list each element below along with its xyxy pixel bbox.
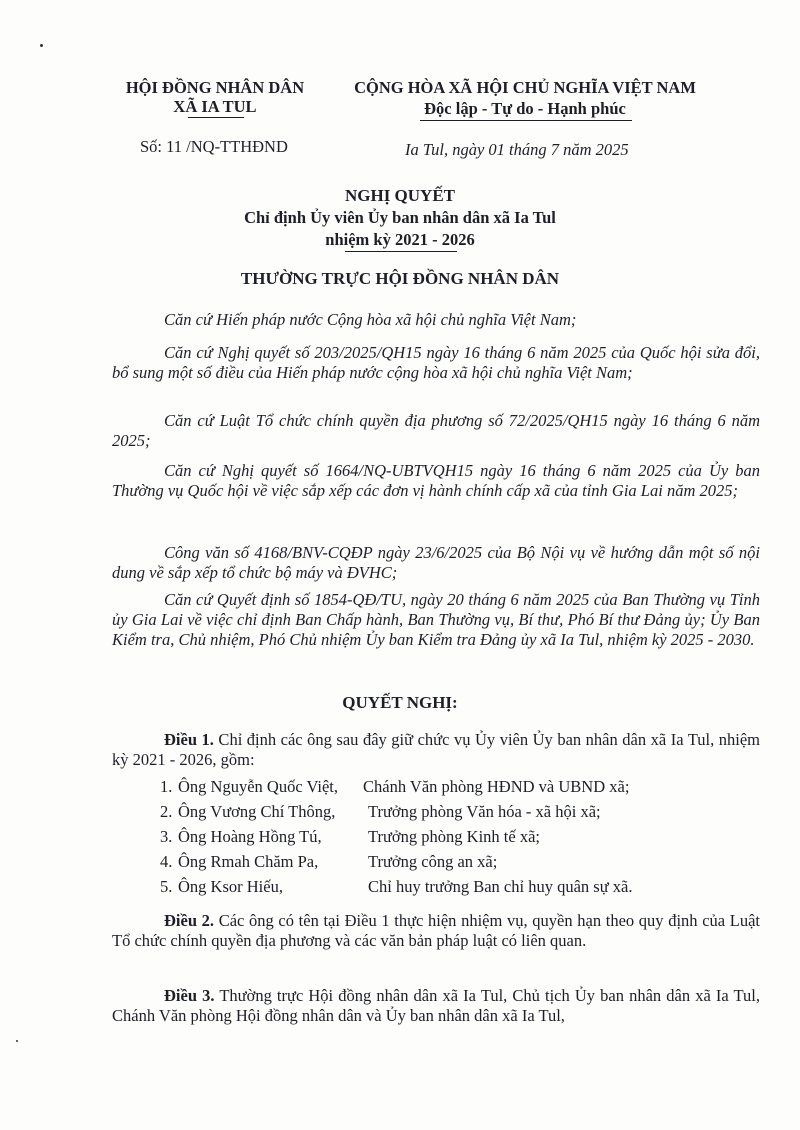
place-date: Ia Tul, ngày 01 tháng 7 năm 2025 <box>405 140 629 159</box>
doc-type: NGHỊ QUYẾT <box>344 186 456 205</box>
member-role: Chỉ huy trưởng Ban chỉ huy quân sự xã. <box>368 877 633 896</box>
article-3-text: Thường trực Hội đồng nhân dân xã Ia Tul, Chủ tịch Ủy ban nhân dân xã Ia Tul, Chánh Văn phòng Hội đồng nhân dân và Ủy ban nhân dân xã Ia Tul, <box>112 986 761 1025</box>
subject-underline <box>345 251 457 252</box>
org-underline <box>188 117 244 118</box>
member-number: 4. <box>160 852 173 871</box>
member-name: Ông Rmah Chăm Pa, <box>178 852 319 871</box>
article-2 <box>112 911 760 951</box>
member-name: Ông Vương Chí Thông, <box>178 802 336 821</box>
preamble-3: Căn cứ Luật Tổ chức chính quyền địa phương số 72/2025/QH15 ngày 16 tháng 6 năm 2025; <box>112 411 760 450</box>
member-name: Ông Hoàng Hồng Tú, <box>178 827 322 846</box>
doc-number: Số: 11 /NQ-TTHĐND <box>140 137 288 156</box>
article-2-text: Các ông có tên tại Điều 1 thực hiện nhiệm vụ, quyền hạn theo quy định của Luật Tổ chức chính quyền địa phương và các văn bản pháp luật có liên quan. <box>112 911 761 950</box>
member-name: Ông Nguyễn Quốc Việt, <box>178 777 339 796</box>
article-3-label: Điều 3. <box>164 986 215 1005</box>
nation-line1: CỘNG HÒA XÃ HỘI CHỦ NGHĨA VIỆT NAM <box>354 78 696 97</box>
scan-speck <box>40 44 43 47</box>
member-number: 1. <box>160 777 173 796</box>
member-number: 5. <box>160 877 173 896</box>
member-role: Chánh Văn phòng HĐND và UBND xã; <box>363 777 630 796</box>
preamble-2: Căn cứ Nghị quyết số 203/2025/QH15 ngày 16 tháng 6 năm 2025 của Quốc hội sửa đổi, bổ sung một số điều của Hiến pháp nước cộng hòa xã hội chủ nghĩa Việt Nam; <box>112 343 760 382</box>
doc-subject-line2: nhiệm kỳ 2021 - 2026 <box>325 230 475 249</box>
member-number: 3. <box>160 827 173 846</box>
article-1 <box>112 730 760 770</box>
preamble-5: Công văn số 4168/BNV-CQĐP ngày 23/6/2025 của Bộ Nội vụ về hướng dẫn một số nội dung về sắp xếp tổ chức bộ máy và ĐVHC; <box>112 543 760 582</box>
member-role: Trưởng phòng Văn hóa - xã hội xã; <box>368 802 601 821</box>
preamble-6: Căn cứ Quyết định số 1854-QĐ/TU, ngày 20 tháng 6 năm 2025 của Ban Thường vụ Tỉnh ủy Gia Lai về việc chỉ định Ban Chấp hành, Ban Thường vụ, Bí thư, Phó Bí thư Đảng ủy; Ủy Ban Kiểm tra, Chủ nhiệm, Phó Chủ nhiệm Ủy ban Kiểm tra Đảng ủy xã Ia Tul, nhiệm kỳ 2025 - 2030. <box>112 590 760 649</box>
resolution-heading: QUYẾT NGHỊ: <box>342 693 458 712</box>
motto-underline <box>420 120 632 121</box>
member-name: Ông Ksor Hiếu, <box>178 877 283 896</box>
issuer-heading: THƯỜNG TRỰC HỘI ĐỒNG NHÂN DÂN <box>240 269 560 288</box>
member-role: Trưởng công an xã; <box>368 852 498 871</box>
article-3 <box>112 986 760 1026</box>
org-name-line2: XÃ IA TUL <box>173 97 257 116</box>
preamble-1: Căn cứ Hiến pháp nước Cộng hòa xã hội chủ nghĩa Việt Nam; <box>164 310 577 329</box>
article-1-label: Điều 1. <box>164 730 214 749</box>
member-number: 2. <box>160 802 173 821</box>
nation-line2: Độc lập - Tự do - Hạnh phúc <box>424 99 626 118</box>
doc-subject-line1: Chỉ định Ủy viên Ủy ban nhân dân xã Ia Tul <box>244 208 556 227</box>
article-2-label: Điều 2. <box>164 911 215 930</box>
member-role: Trưởng phòng Kinh tế xã; <box>368 827 540 846</box>
scan-speck <box>16 1040 18 1042</box>
preamble-4: Căn cứ Nghị quyết số 1664/NQ-UBTVQH15 ngày 16 tháng 6 năm 2025 của Ủy ban Thường vụ Quốc hội về việc sắp xếp các đơn vị hành chính cấp xã của tỉnh Gia Lai năm 2025; <box>112 461 760 500</box>
article-1-text: Chỉ định các ông sau đây giữ chức vụ Ủy viên Ủy ban nhân dân xã Ia Tul, nhiệm kỳ 2021 - 2026, gồm: <box>112 730 760 769</box>
org-name-line1: HỘI ĐỒNG NHÂN DÂN <box>125 78 305 97</box>
